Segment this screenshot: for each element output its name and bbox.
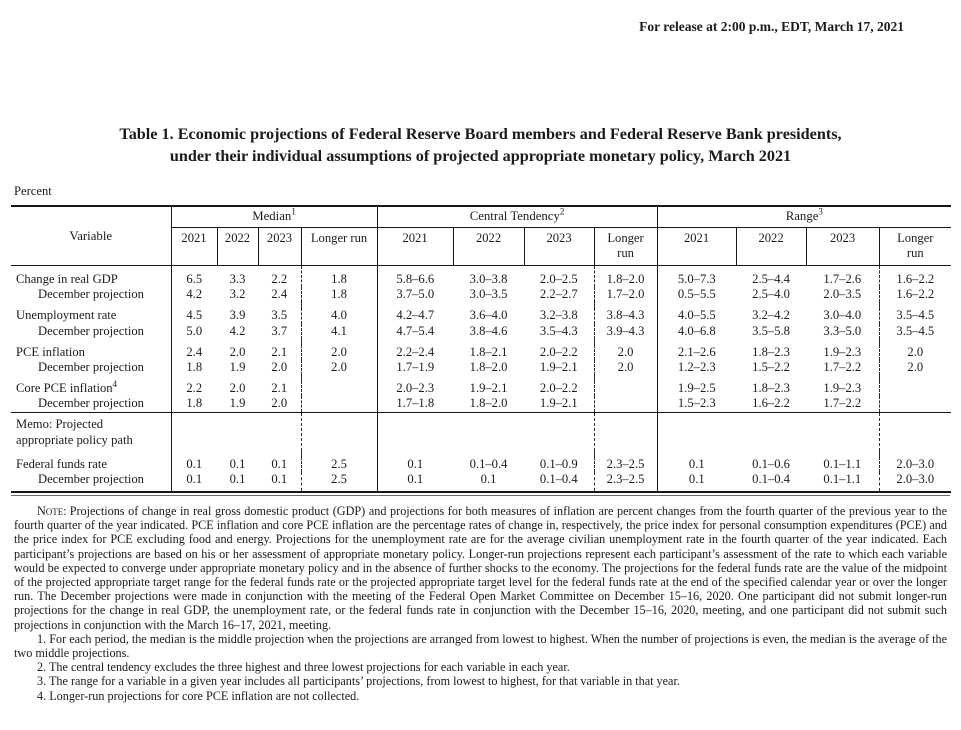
value-cell: 3.8–4.3: [594, 308, 657, 323]
variable-label-text: December projection: [38, 471, 144, 486]
table-row: [11, 287, 951, 302]
value-cell: 0.1: [377, 472, 453, 492]
footnote-4: 4. Longer-run projections for core PCE inflation are not collected.: [37, 688, 360, 703]
year-header-ct-2023: 2023: [524, 228, 594, 266]
value-cell: [879, 396, 951, 412]
note-text: Projections of change in real gross domestic product (GDP) and projections for both measures of inflation are percent changes from the fourth quarter of the previous year to the fourth quarter of the year indicated. PCE inflation and core PCE inflation are the percentage rates of change in, respectively, the price index for personal consumption expenditures (PCE) and the price index for PCE excluding food and energy. Projections for the unemployment rate are for the average civilian unemployment rate in the fourth quarter of the year indicated. Each participant’s projections are based on his or her assessment of appropriate monetary policy. Longer-run projections represent each participant’s assessment of the rate to which each variable would be expected to converge under appropriate monetary policy and in the absence of further shocks to the economy. The projections for the federal funds rate are the value of the midpoint of the projected appropriate target range for the federal funds rate or the projected appropriate target level for the federal funds rate at the end of the specified calendar year or over the longer run. The December projections were made in conjunction with the meeting of the Federal Open Market Committee on December 15–16, 2020. One participant did not submit longer-run projections for the change in real GDP, the unemployment rate, or the federal funds rate in conjunction with the December 15–16, 2020, meeting, and one participant did not submit such projections in conjunction with the March 16–17, 2021, meeting.: [14, 504, 947, 632]
value-cell: 1.7–2.2: [823, 396, 862, 411]
value-cell: 3.7: [271, 323, 288, 338]
value-cell: 3.7–5.0: [377, 287, 453, 302]
value-cell: 1.7–2.0: [594, 287, 657, 302]
value-cell: 0.1: [657, 457, 736, 472]
value-cell: 2.0–3.0: [879, 457, 951, 472]
projections-table-wrap: [11, 205, 950, 496]
variable-label-text: Unemployment rate: [16, 308, 117, 323]
variable-label: [11, 287, 171, 302]
value-cell: 3.5–4.5: [879, 324, 951, 339]
value-cell: 2.0: [879, 360, 951, 375]
value-cell: 0.5–5.5: [657, 287, 736, 302]
value-cell: [258, 412, 301, 451]
value-cell: 0.1: [377, 457, 453, 472]
value-cell: 1.9–2.3: [823, 381, 862, 396]
value-cell: 1.8–2.3: [752, 344, 790, 359]
value-cell: 4.7–5.4: [377, 324, 453, 339]
value-cell: 3.0–3.5: [469, 287, 508, 302]
variable-label: [11, 308, 171, 323]
value-cell: 2.0: [594, 345, 657, 360]
value-cell: 1.9–2.3: [823, 344, 862, 359]
variable-column-header: Variable: [11, 206, 171, 266]
value-cell: 1.8: [171, 360, 217, 375]
value-cell: 3.2–3.8: [539, 308, 578, 323]
value-cell: 1.9: [229, 396, 246, 411]
value-cell: 2.0–2.2: [539, 344, 578, 359]
memo-label: [11, 412, 171, 451]
value-cell: 2.0–2.3: [377, 381, 453, 396]
value-cell: [453, 412, 524, 451]
table-row: [11, 308, 951, 323]
value-cell: 5.0: [171, 324, 217, 339]
value-cell: [217, 412, 258, 451]
value-cell: 1.8: [301, 266, 377, 288]
value-cell: 4.2–4.7: [377, 308, 453, 323]
value-cell: 3.3–5.0: [823, 323, 862, 338]
variable-label: [11, 472, 171, 492]
group-label: Range: [785, 209, 819, 223]
value-cell: [879, 412, 951, 451]
value-cell: 2.0: [229, 381, 246, 396]
value-cell: 0.1: [171, 457, 217, 472]
value-cell: 1.8–2.0: [594, 266, 657, 288]
value-cell: 3.2–4.2: [752, 308, 790, 323]
variable-label-text: Change in real GDP: [16, 272, 118, 286]
value-cell: 2.1: [271, 344, 288, 359]
table-row: [11, 360, 951, 375]
variable-label: [11, 457, 171, 472]
group-header-central-tendency: [377, 206, 657, 228]
year-header-median-2022: 2022: [217, 228, 258, 266]
value-cell: 0.1: [171, 472, 217, 492]
value-cell: 2.2–2.7: [539, 287, 578, 302]
value-cell: 3.6–4.0: [469, 308, 508, 323]
variable-label-text: December projection: [38, 396, 144, 411]
value-cell: [301, 396, 377, 412]
year-header-range-longer-run: Longer run: [879, 228, 951, 266]
variable-label-text: Core PCE inflation: [16, 381, 113, 396]
value-cell: 1.7–1.9: [377, 360, 453, 375]
value-cell: 2.4: [171, 345, 217, 360]
value-cell: 2.5–4.0: [752, 287, 790, 302]
value-cell: 3.8–4.6: [469, 323, 508, 338]
table-body: [11, 266, 951, 493]
value-cell: 2.0: [271, 396, 288, 411]
value-cell: 0.1: [657, 472, 736, 492]
value-cell: 2.1: [271, 381, 288, 396]
value-cell: 5.8–6.6: [377, 266, 453, 288]
value-cell: 1.6–2.2: [879, 266, 951, 288]
value-cell: 0.1–0.6: [752, 456, 790, 471]
value-cell: 4.2: [229, 323, 246, 338]
value-cell: 2.0: [229, 344, 246, 359]
value-cell: 0.1–1.1: [823, 456, 862, 471]
variable-label-text: December projection: [38, 287, 144, 302]
value-cell: 3.5–5.8: [752, 323, 790, 338]
value-cell: [301, 412, 377, 451]
value-cell: 2.0: [879, 345, 951, 360]
variable-label-text: Federal funds rate: [16, 456, 107, 471]
notes-block: [14, 504, 947, 703]
footnote-marker: 4: [112, 379, 118, 390]
value-cell: 1.9: [229, 360, 246, 375]
title-line-2: under their individual assumptions of projected appropriate monetary policy, March 2021: [169, 147, 792, 165]
value-cell: [171, 412, 217, 451]
value-cell: [657, 412, 736, 451]
value-cell: 1.9–2.1: [539, 360, 578, 375]
table-title: [0, 123, 961, 167]
value-cell: 4.0: [301, 308, 377, 323]
value-cell: 3.5–4.5: [879, 308, 951, 323]
value-cell: 1.9–2.1: [539, 396, 578, 411]
year-header-median-2023: 2023: [258, 228, 301, 266]
value-cell: 2.2: [171, 381, 217, 396]
value-cell: 0.1: [271, 471, 288, 486]
value-cell: 1.8–2.0: [469, 360, 508, 375]
value-cell: 3.0–4.0: [823, 308, 862, 323]
variable-label: [11, 396, 171, 412]
memo-label-line: appropriate policy path: [16, 433, 133, 448]
value-cell: 1.8–2.0: [469, 396, 508, 411]
value-cell: 1.6–2.2: [879, 287, 951, 302]
value-cell: 1.9–2.5: [657, 381, 736, 396]
value-cell: 1.2–2.3: [657, 360, 736, 375]
variable-label: [11, 381, 171, 396]
value-cell: 1.9–2.1: [469, 381, 508, 396]
memo-label-line: Memo: Projected: [16, 416, 104, 431]
value-cell: 0.1–0.4: [469, 456, 508, 471]
table-header: [11, 206, 951, 266]
year-header-range-2022: 2022: [736, 228, 806, 266]
value-cell: 2.0–3.5: [823, 287, 862, 302]
table-note: [14, 504, 947, 632]
value-cell: 1.6–2.2: [752, 396, 790, 411]
table-row: [11, 381, 951, 396]
footnote-2: 2. The central tendency excludes the three highest and three lowest projections for each variable in each year.: [37, 660, 570, 675]
value-cell: 2.0–2.2: [539, 381, 578, 396]
value-cell: 5.0–7.3: [657, 266, 736, 288]
value-cell: [806, 412, 879, 451]
value-cell: [594, 396, 657, 412]
value-cell: 3.3: [229, 272, 246, 286]
value-cell: [377, 412, 453, 451]
unit-label: Percent: [14, 184, 52, 198]
value-cell: [524, 412, 594, 451]
variable-label: [11, 266, 171, 288]
value-cell: 4.1: [301, 324, 377, 339]
value-cell: 1.7–2.2: [823, 360, 862, 375]
value-cell: 1.8: [301, 287, 377, 302]
variable-label: [11, 324, 171, 339]
value-cell: 1.5–2.3: [657, 396, 736, 412]
table-row: [11, 396, 951, 412]
value-cell: 4.0–5.5: [657, 308, 736, 323]
value-cell: 0.1: [229, 456, 246, 471]
year-header-range-2023: 2023: [806, 228, 879, 266]
value-cell: 0.1: [229, 471, 246, 486]
value-cell: 0.1: [480, 471, 497, 486]
value-cell: 0.1–0.4: [539, 471, 578, 486]
value-cell: 2.2: [271, 272, 288, 286]
value-cell: 3.5: [271, 308, 288, 323]
table-row: [11, 472, 951, 492]
value-cell: 2.0: [301, 345, 377, 360]
group-header-median: [171, 206, 377, 228]
year-header-ct-2021: 2021: [377, 228, 453, 266]
variable-label-text: December projection: [38, 360, 144, 375]
value-cell: 4.2: [171, 287, 217, 302]
value-cell: [594, 412, 657, 451]
value-cell: 2.0: [594, 360, 657, 375]
value-cell: 2.5: [301, 457, 377, 472]
table-row: [11, 324, 951, 339]
year-header-range-2021: 2021: [657, 228, 736, 266]
value-cell: 2.4: [271, 287, 288, 302]
value-cell: [736, 412, 806, 451]
group-label: Central Tendency: [469, 209, 560, 223]
value-cell: 6.5: [171, 266, 217, 288]
value-cell: 2.3–2.5: [594, 472, 657, 492]
table-row: [11, 266, 951, 288]
value-cell: 2.2–2.4: [377, 345, 453, 360]
value-cell: 2.1–2.6: [657, 345, 736, 360]
year-header-median-longer-run: Longer run: [301, 228, 377, 266]
value-cell: 0.1–0.9: [539, 456, 578, 471]
footnote-marker-3: 3: [818, 206, 823, 217]
title-line-1: Table 1. Economic projections of Federal Reserve Board members and Federal Reserve Bank presidents,: [119, 125, 842, 143]
value-cell: 0.1–1.1: [823, 471, 862, 486]
release-line: For release at 2:00 p.m., EDT, March 17, 2021: [639, 19, 904, 34]
value-cell: 4.0–6.8: [657, 324, 736, 339]
year-header-ct-longer-run: Longer run: [594, 228, 657, 266]
value-cell: 2.0–2.5: [539, 272, 578, 286]
group-header-range: [657, 206, 951, 228]
value-cell: [594, 381, 657, 396]
value-cell: 3.0–3.8: [469, 272, 508, 286]
value-cell: 1.8: [171, 396, 217, 412]
variable-label-text: December projection: [38, 323, 144, 338]
value-cell: 1.5–2.2: [752, 360, 790, 375]
value-cell: 3.9: [229, 308, 246, 323]
value-cell: 0.1–0.4: [752, 471, 790, 486]
footnote-1: 1. For each period, the median is the middle projection when the projections are arranged from lowest to highest. When the number of projections is even, the median is the average of the two middle projections.: [14, 631, 947, 661]
value-cell: 3.9–4.3: [594, 324, 657, 339]
value-cell: 3.2: [229, 287, 246, 302]
value-cell: 1.8–2.3: [752, 381, 790, 396]
memo-row: [11, 412, 951, 451]
variable-label: [11, 360, 171, 375]
value-cell: 3.5–4.3: [539, 323, 578, 338]
table-row: [11, 457, 951, 472]
note-label: Note:: [37, 504, 67, 519]
value-cell: 2.5–4.4: [752, 272, 790, 286]
value-cell: 2.0–3.0: [879, 472, 951, 492]
value-cell: 2.5: [301, 472, 377, 492]
value-cell: 4.5: [171, 308, 217, 323]
variable-label: [11, 345, 171, 360]
value-cell: 2.0: [301, 360, 377, 375]
value-cell: [879, 381, 951, 396]
year-header-ct-2022: 2022: [453, 228, 524, 266]
value-cell: 1.7–2.6: [823, 272, 862, 286]
projections-table: [11, 205, 951, 493]
table-row: [11, 345, 951, 360]
footnote-3: 3. The range for a variable in a given year includes all participants’ projections, from lowest to highest, for that variable in that year.: [37, 674, 680, 689]
group-label: Median: [252, 209, 292, 223]
group-header-row: [11, 206, 951, 228]
value-cell: 1.8–2.1: [469, 344, 508, 359]
value-cell: 0.1: [271, 456, 288, 471]
footnote-marker-1: 1: [291, 206, 296, 217]
value-cell: 2.3–2.5: [594, 457, 657, 472]
year-header-median-2021: 2021: [171, 228, 217, 266]
variable-label-text: PCE inflation: [16, 344, 85, 359]
footnote-marker-2: 2: [559, 206, 565, 217]
value-cell: 1.7–1.8: [377, 396, 453, 412]
value-cell: 2.0: [271, 360, 288, 375]
value-cell: [301, 381, 377, 396]
